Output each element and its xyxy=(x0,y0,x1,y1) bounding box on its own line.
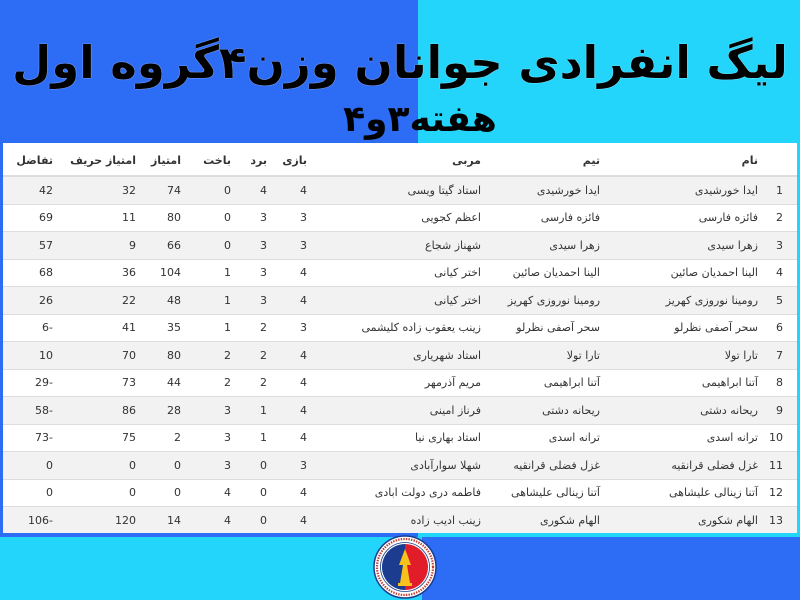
header-row xyxy=(3,145,797,176)
cell-opp-points: 32 xyxy=(62,176,140,204)
cell-lost: 4 xyxy=(188,479,238,507)
cell-name: ریحانه دشتی xyxy=(610,397,765,425)
cell-played: 4 xyxy=(274,259,312,287)
header-points: امتیاز xyxy=(140,145,188,176)
cell-name: الینا احمدیان صائین xyxy=(610,259,765,287)
table-row xyxy=(3,369,797,397)
header-rank xyxy=(765,145,797,176)
cell-opp-points: 22 xyxy=(62,287,140,315)
cell-won: 3 xyxy=(238,204,274,232)
cell-name: فائزه فارسی xyxy=(610,204,765,232)
cell-coach: فاطمه دری دولت ابادی xyxy=(312,479,488,507)
cell-points: 48 xyxy=(140,287,188,315)
cell-rank: 10 xyxy=(765,424,797,452)
cell-points: 14 xyxy=(140,507,188,534)
cell-team: ترانه اسدی xyxy=(488,424,610,452)
cell-coach: فرناز امینی xyxy=(312,397,488,425)
cell-won: 0 xyxy=(238,479,274,507)
cell-team: الینا احمدیان صائین xyxy=(488,259,610,287)
cell-rank: 1 xyxy=(765,176,797,204)
table-row xyxy=(3,397,797,425)
cell-played: 4 xyxy=(274,507,312,534)
cell-coach: اعظم کجویی xyxy=(312,204,488,232)
cell-lost: 3 xyxy=(188,424,238,452)
cell-diff: 57 xyxy=(3,232,62,260)
cell-lost: 1 xyxy=(188,259,238,287)
cell-diff: 0 xyxy=(3,452,62,480)
cell-diff: 0 xyxy=(3,479,62,507)
cell-name: آتنا زینالی علیشاهی xyxy=(610,479,765,507)
cell-rank: 12 xyxy=(765,479,797,507)
cell-points: 0 xyxy=(140,479,188,507)
cell-team: الهام شکوری xyxy=(488,507,610,534)
table-body xyxy=(3,176,797,533)
cell-lost: 3 xyxy=(188,397,238,425)
cell-team: ریحانه دشتی xyxy=(488,397,610,425)
background-blue-bottom-shape xyxy=(422,537,800,600)
cell-coach: مریم آذرمهر xyxy=(312,369,488,397)
cell-played: 4 xyxy=(274,342,312,370)
cell-opp-points: 75 xyxy=(62,424,140,452)
cell-lost: 2 xyxy=(188,369,238,397)
table-row xyxy=(3,424,797,452)
standings-table xyxy=(3,145,797,533)
table-row xyxy=(3,342,797,370)
table-row xyxy=(3,452,797,480)
cell-opp-points: 0 xyxy=(62,452,140,480)
page-title: لیگ انفرادی جوانان وزن۴گروه اول xyxy=(12,36,788,89)
table-row xyxy=(3,479,797,507)
cell-coach: استاد شهریاری xyxy=(312,342,488,370)
cell-won: 2 xyxy=(238,314,274,342)
standings-panel xyxy=(3,143,797,533)
cell-opp-points: 9 xyxy=(62,232,140,260)
cell-diff: -73 xyxy=(3,424,62,452)
cell-coach: استاد بهاری نیا xyxy=(312,424,488,452)
cell-coach: اختر کیانی xyxy=(312,287,488,315)
cell-won: 2 xyxy=(238,369,274,397)
header-diff: تفاضل xyxy=(3,145,62,176)
cell-played: 3 xyxy=(274,314,312,342)
cell-coach: شهناز شجاع xyxy=(312,232,488,260)
cell-won: 4 xyxy=(238,176,274,204)
cell-lost: 1 xyxy=(188,287,238,315)
cell-coach: زینب یعقوب زاده کلیشمی xyxy=(312,314,488,342)
header-name: نام xyxy=(610,145,765,176)
cell-opp-points: 120 xyxy=(62,507,140,534)
cell-rank: 7 xyxy=(765,342,797,370)
header-played: بازی xyxy=(274,145,312,176)
cell-diff: 26 xyxy=(3,287,62,315)
cell-points: 35 xyxy=(140,314,188,342)
header-coach: مربی xyxy=(312,145,488,176)
cell-played: 4 xyxy=(274,397,312,425)
cell-lost: 3 xyxy=(188,452,238,480)
cell-won: 3 xyxy=(238,232,274,260)
cell-played: 3 xyxy=(274,204,312,232)
cell-name: الهام شکوری xyxy=(610,507,765,534)
cell-team: تارا تولا xyxy=(488,342,610,370)
cell-diff: 68 xyxy=(3,259,62,287)
cell-diff: 42 xyxy=(3,176,62,204)
table-row xyxy=(3,176,797,204)
cell-opp-points: 41 xyxy=(62,314,140,342)
header-lost: باخت xyxy=(188,145,238,176)
cell-lost: 0 xyxy=(188,232,238,260)
cell-points: 66 xyxy=(140,232,188,260)
cell-played: 4 xyxy=(274,424,312,452)
cell-name: زهرا سیدی xyxy=(610,232,765,260)
cell-played: 3 xyxy=(274,452,312,480)
cell-rank: 5 xyxy=(765,287,797,315)
cell-diff: -6 xyxy=(3,314,62,342)
cell-diff: 10 xyxy=(3,342,62,370)
cell-won: 0 xyxy=(238,507,274,534)
table-row xyxy=(3,204,797,232)
cell-team: فائزه فارسی xyxy=(488,204,610,232)
cell-name: رومینا نوروزی کهریز xyxy=(610,287,765,315)
cell-points: 2 xyxy=(140,424,188,452)
cell-team: رومینا نوروزی کهریز xyxy=(488,287,610,315)
cell-points: 80 xyxy=(140,342,188,370)
cell-points: 80 xyxy=(140,204,188,232)
cell-played: 4 xyxy=(274,479,312,507)
cell-coach: شهلا سوارآبادی xyxy=(312,452,488,480)
cell-team: ایدا خورشیدی xyxy=(488,176,610,204)
cell-name: تارا تولا xyxy=(610,342,765,370)
cell-points: 104 xyxy=(140,259,188,287)
cell-played: 4 xyxy=(274,369,312,397)
cell-lost: 2 xyxy=(188,342,238,370)
cell-points: 0 xyxy=(140,452,188,480)
cell-won: 1 xyxy=(238,424,274,452)
cell-coach: زینب ادیب زاده xyxy=(312,507,488,534)
table-row xyxy=(3,232,797,260)
cell-played: 4 xyxy=(274,176,312,204)
cell-name: ایدا خورشیدی xyxy=(610,176,765,204)
cell-points: 74 xyxy=(140,176,188,204)
page-subtitle: هفته۳و۴ xyxy=(343,99,497,140)
cell-name: غزل فضلی قرانقیه xyxy=(610,452,765,480)
cell-rank: 11 xyxy=(765,452,797,480)
cell-rank: 6 xyxy=(765,314,797,342)
cell-opp-points: 11 xyxy=(62,204,140,232)
cell-name: آتنا ابراهیمی xyxy=(610,369,765,397)
cell-diff: -106 xyxy=(3,507,62,534)
cell-won: 3 xyxy=(238,287,274,315)
cell-lost: 1 xyxy=(188,314,238,342)
cell-won: 3 xyxy=(238,259,274,287)
cell-team: زهرا سیدی xyxy=(488,232,610,260)
cell-won: 1 xyxy=(238,397,274,425)
cell-won: 2 xyxy=(238,342,274,370)
cell-played: 3 xyxy=(274,232,312,260)
cell-rank: 2 xyxy=(765,204,797,232)
cell-name: سحر آصفی نظرلو xyxy=(610,314,765,342)
cell-lost: 0 xyxy=(188,176,238,204)
cell-rank: 3 xyxy=(765,232,797,260)
cell-coach: استاد گیتا ویسی xyxy=(312,176,488,204)
cell-team: آتنا ابراهیمی xyxy=(488,369,610,397)
cell-diff: -29 xyxy=(3,369,62,397)
cell-team: آتنا زینالی علیشاهی xyxy=(488,479,610,507)
cell-opp-points: 36 xyxy=(62,259,140,287)
cell-opp-points: 0 xyxy=(62,479,140,507)
cell-played: 4 xyxy=(274,287,312,315)
cell-team: سحر آصفی نظرلو xyxy=(488,314,610,342)
header-team: تیم xyxy=(488,145,610,176)
cell-won: 0 xyxy=(238,452,274,480)
cell-rank: 8 xyxy=(765,369,797,397)
table-row xyxy=(3,259,797,287)
cell-rank: 4 xyxy=(765,259,797,287)
table-header xyxy=(3,145,797,176)
cell-coach: اختر کیانی xyxy=(312,259,488,287)
cell-diff: -58 xyxy=(3,397,62,425)
cell-rank: 9 xyxy=(765,397,797,425)
cell-lost: 0 xyxy=(188,204,238,232)
cell-diff: 69 xyxy=(3,204,62,232)
header-opp-points: امتیاز حریف xyxy=(62,145,140,176)
table-row xyxy=(3,287,797,315)
cell-opp-points: 70 xyxy=(62,342,140,370)
cell-name: ترانه اسدی xyxy=(610,424,765,452)
cell-rank: 13 xyxy=(765,507,797,534)
federation-emblem-icon xyxy=(373,535,437,599)
cell-points: 44 xyxy=(140,369,188,397)
cell-team: غزل فضلی قرانقیه xyxy=(488,452,610,480)
cell-opp-points: 86 xyxy=(62,397,140,425)
cell-lost: 4 xyxy=(188,507,238,534)
table-row xyxy=(3,507,797,534)
table-row xyxy=(3,314,797,342)
cell-points: 28 xyxy=(140,397,188,425)
cell-opp-points: 73 xyxy=(62,369,140,397)
header-won: برد xyxy=(238,145,274,176)
